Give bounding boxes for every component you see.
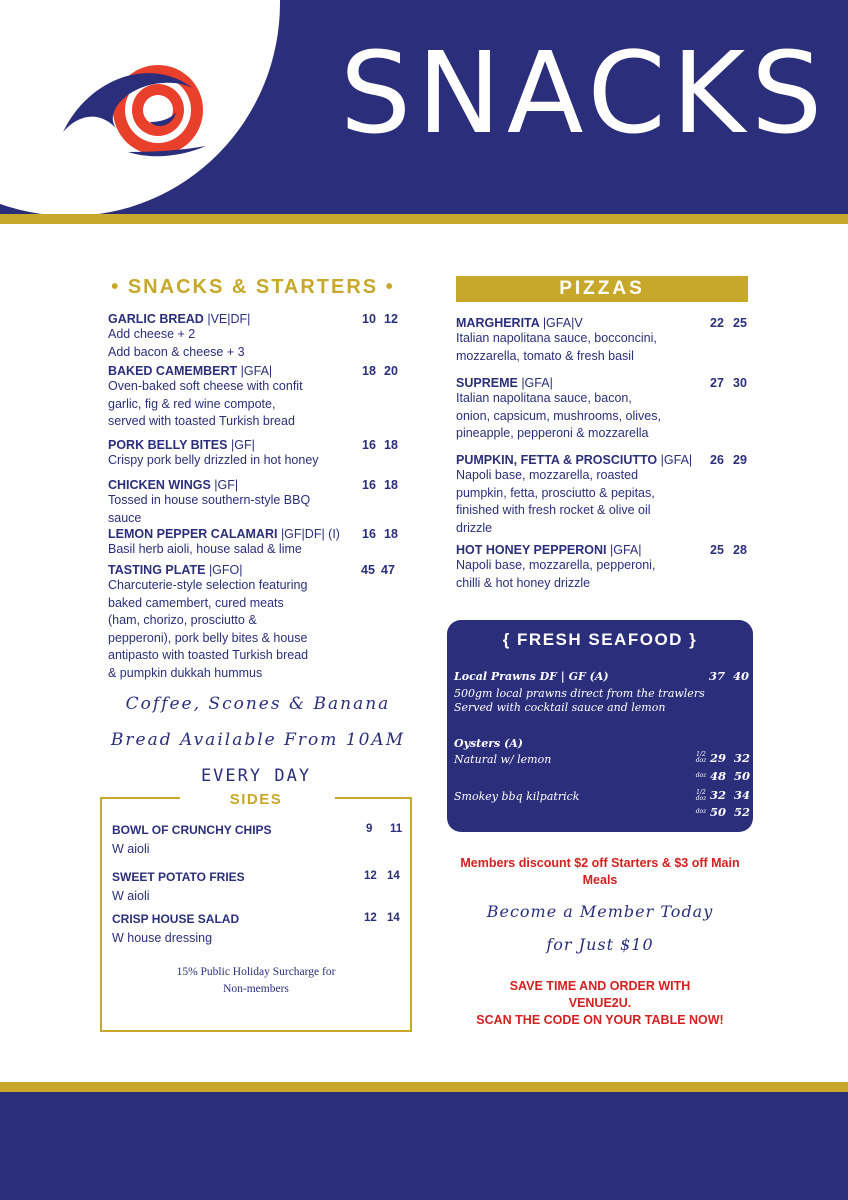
side-price-nonmember: 14	[387, 912, 400, 924]
snack-desc-line: served with toasted Turkish bread	[108, 414, 295, 428]
surcharge-line: 15% Public Holiday Surcharge for	[176, 966, 336, 978]
pizza-price-regular: 22	[710, 316, 724, 330]
pizza-desc-line: pumpkin, fetta, prosciutto & pepitas,	[456, 485, 655, 500]
pizza-price-nonmember: 28	[733, 543, 747, 557]
snack-desc-line: Charcuterie-style selection featuring	[108, 578, 308, 592]
pizza-desc-line: onion, capsicum, mushrooms, olives,	[456, 408, 661, 423]
oysters-half-dozen-label: 1/2 doz	[695, 789, 707, 802]
snack-name-text: GARLIC BREAD	[108, 312, 204, 326]
pizza-item	[456, 376, 751, 443]
prawns-name: Local Prawns DF | GF (A)	[454, 670, 609, 683]
oysters-kilpatrick-label: Smokey bbq kilpatrick	[454, 790, 580, 803]
snack-desc-line: garlic, fig & red wine compote,	[108, 396, 276, 411]
header-gold-stripe	[0, 214, 848, 224]
pizza-desc-line: mozzarella, tomato & fresh basil	[456, 348, 634, 363]
sides-heading: SIDES	[229, 791, 283, 808]
oysters-kilpatrick-half-price-1: 32	[710, 788, 727, 802]
snack-name-text: CHICKEN WINGS	[108, 478, 211, 492]
oysters-kilpatrick-doz-price-2: 52	[734, 805, 751, 819]
snack-item	[108, 527, 408, 559]
snack-name-text: BAKED CAMEMBERT	[108, 364, 238, 378]
snack-price-nonmember: 18	[384, 478, 398, 492]
snack-item	[108, 563, 408, 682]
wave-swirl-logo-icon	[58, 60, 208, 160]
snack-desc-line: Oven-baked soft cheese with confit	[108, 379, 303, 393]
pizza-name-text: PUMPKIN, FETTA & PROSCIUTTO	[456, 453, 658, 467]
pizza-item	[456, 316, 751, 365]
oysters-name: Oysters (A)	[454, 737, 524, 750]
snack-diet-tags: |GF|	[214, 478, 239, 492]
side-desc: W aioli	[112, 889, 150, 903]
pizza-diet-tags: |GFA|	[609, 543, 642, 557]
side-price-nonmember: 11	[390, 823, 403, 835]
oysters-kilpatrick-doz-price-1: 50	[710, 805, 727, 819]
pizzas-heading: PIZZAS	[559, 278, 645, 299]
pizza-desc-line: chilli & hot honey drizzle	[456, 575, 591, 590]
pizza-name-text: HOT HONEY PEPPERONI	[456, 543, 607, 557]
snack-desc-line: Add cheese + 2	[108, 327, 196, 341]
pizza-desc-line: Italian napolitana sauce, bacon,	[456, 391, 632, 405]
pizza-price-regular: 26	[710, 453, 724, 467]
prawns-desc-line: Served with cocktail sauce and lemon	[454, 701, 666, 714]
snack-price-nonmember: 18	[384, 438, 398, 452]
pizza-name-text: MARGHERITA	[456, 316, 540, 330]
oysters-natural-half-price-2: 32	[734, 751, 751, 765]
snack-desc-line: Tossed in house southern-style BBQ	[108, 493, 311, 507]
side-price-nonmember: 14	[387, 870, 400, 882]
order-line: VENUE2U.	[568, 996, 632, 1010]
oysters-natural-half-price-1: 29	[710, 751, 727, 765]
snack-desc-line: Basil herb aioli, house salad & lime	[108, 542, 302, 556]
snack-desc-line: Add bacon & cheese + 3	[108, 344, 245, 359]
prawns-desc-line: 500gm local prawns direct from the trawlers	[454, 687, 705, 700]
pizza-name	[456, 453, 751, 467]
promo-line-bread: Bread Available From 10AM	[110, 730, 406, 750]
snack-name-text: PORK BELLY BITES	[108, 438, 228, 452]
snack-desc-line: (ham, chorizo, prosciutto &	[108, 613, 257, 627]
snack-diet-tags: |GF|DF| (I)	[280, 527, 340, 541]
oysters-natural-doz-price-2: 50	[734, 769, 751, 783]
snack-item	[108, 364, 408, 431]
prawns-price-1: 37	[709, 669, 726, 683]
pizza-item	[456, 453, 751, 537]
promo-line-coffee: Coffee, Scones & Banana	[125, 694, 391, 714]
pizza-name	[456, 316, 751, 330]
snack-price-regular: 18	[362, 364, 376, 378]
snack-diet-tags: |VE|DF|	[207, 312, 251, 326]
pizza-item	[456, 543, 751, 592]
side-item	[112, 912, 402, 945]
order-venue2u-note	[450, 978, 750, 1029]
members-discount-note: Members discount $2 off Starters & $3 off Main Meals	[460, 856, 740, 887]
fresh-seafood-heading: { FRESH SEAFOOD }	[502, 630, 698, 649]
side-price-regular: 9	[366, 823, 373, 835]
promo-every-day: EVERY DAY	[200, 766, 312, 786]
page-title: SNACKS	[340, 29, 829, 159]
pizza-name	[456, 543, 751, 557]
snack-diet-tags: |GF|	[230, 438, 255, 452]
snack-price-nonmember: 18	[384, 527, 398, 541]
footer-background	[0, 1092, 848, 1200]
member-cta-line-2: for Just $10	[546, 935, 654, 954]
member-cta-line-1: Become a Member Today	[486, 902, 714, 921]
snack-price-regular: 45	[361, 563, 375, 577]
snack-desc-line: Crispy pork belly drizzled in hot honey	[108, 453, 319, 467]
snack-desc-line: sauce	[108, 510, 142, 525]
snack-price-regular: 16	[362, 438, 376, 452]
oysters-kilpatrick-half-price-2: 34	[734, 788, 751, 802]
surcharge-line: Non-members	[223, 983, 289, 995]
snack-item	[108, 478, 408, 527]
snack-price-regular: 16	[362, 527, 376, 541]
pizza-price-nonmember: 25	[733, 316, 747, 330]
order-line: SAVE TIME AND ORDER WITH	[509, 979, 691, 993]
snack-item	[108, 438, 408, 470]
pizza-price-regular: 27	[710, 376, 724, 390]
pizza-desc-line: finished with fresh rocket & olive oil	[456, 503, 651, 517]
pizza-desc-line: Napoli base, mozzarella, roasted	[456, 468, 639, 482]
side-price-regular: 12	[364, 870, 377, 882]
pizza-desc-line: Napoli base, mozzarella, pepperoni,	[456, 558, 656, 572]
snack-name-text: TASTING PLATE	[108, 563, 206, 577]
snack-name-text: LEMON PEPPER CALAMARI	[108, 527, 278, 541]
pizza-desc-line: pineapple, pepperoni & mozzarella	[456, 426, 649, 440]
prawns-price-2: 40	[733, 669, 750, 683]
snack-desc-line: baked camembert, cured meats	[108, 595, 284, 610]
side-desc: W aioli	[112, 842, 150, 856]
oysters-natural-doz-price-1: 48	[710, 769, 727, 783]
side-name: CRISP HOUSE SALAD	[112, 912, 240, 926]
pizza-price-nonmember: 29	[733, 453, 747, 467]
side-item	[112, 870, 402, 903]
side-item	[112, 823, 402, 856]
holiday-surcharge-note	[100, 964, 412, 998]
side-desc: W house dressing	[112, 931, 213, 945]
snack-price-regular: 10	[362, 312, 376, 326]
pizza-diet-tags: |GFA|	[521, 376, 553, 390]
pizza-desc-line: drizzle	[456, 520, 493, 535]
order-line: SCAN THE CODE ON YOUR TABLE NOW!	[476, 1013, 724, 1027]
snack-price-nonmember: 12	[384, 312, 398, 326]
pizza-name	[456, 376, 751, 390]
pizza-diet-tags: |GFA|V	[542, 316, 583, 330]
snack-desc-line: antipasto with toasted Turkish bread	[108, 648, 309, 662]
side-name: SWEET POTATO FRIES	[112, 870, 245, 884]
oysters-half-dozen-label: 1/2 doz	[695, 751, 707, 764]
footer-gold-stripe	[0, 1082, 848, 1092]
snack-item	[108, 312, 408, 361]
pizza-desc-line: Italian napolitana sauce, bocconcini,	[456, 331, 657, 345]
snack-price-nonmember: 47	[381, 563, 395, 577]
snack-price-regular: 16	[362, 478, 376, 492]
snack-desc-line: & pumpkin dukkah hummus	[108, 665, 263, 680]
pizza-name-text: SUPREME	[456, 376, 518, 390]
snacks-starters-heading: • SNACKS & STARTERS •	[111, 276, 395, 298]
snack-price-nonmember: 20	[384, 364, 398, 378]
oysters-dozen-label: doz	[695, 808, 707, 815]
pizza-diet-tags: |GFA|	[660, 453, 693, 467]
side-price-regular: 12	[364, 912, 377, 924]
pizza-price-regular: 25	[710, 543, 724, 557]
oysters-natural-label: Natural w/ lemon	[454, 753, 552, 766]
snack-diet-tags: |GFO|	[208, 563, 243, 577]
snack-diet-tags: |GFA|	[240, 364, 273, 378]
pizza-price-nonmember: 30	[733, 376, 747, 390]
side-name: BOWL OF CRUNCHY CHIPS	[112, 823, 272, 837]
oysters-dozen-label: doz	[695, 772, 707, 779]
snack-desc-line: pepperoni), pork belly bites & house	[108, 630, 308, 645]
